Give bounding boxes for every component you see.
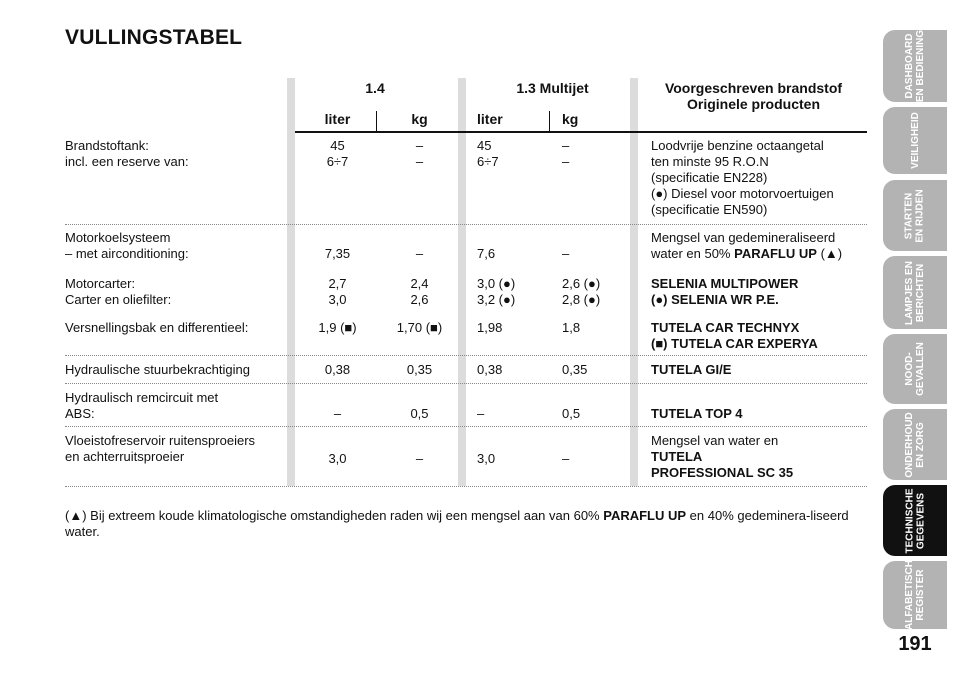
cell-product: TUTELA CAR TECHNYX bbox=[651, 320, 800, 335]
page-title: VULLINGSTABEL bbox=[65, 26, 243, 49]
cell-liter-2: 3,0 (●) bbox=[477, 276, 516, 291]
header-liter-2: liter bbox=[477, 111, 503, 127]
row-label: ABS: bbox=[65, 406, 95, 421]
cell-kg-2: 0,5 bbox=[562, 406, 581, 421]
footnote-text: en 40% gedeminera-liseerd water. bbox=[65, 508, 849, 539]
tab-label: NOOD- GEVALLEN bbox=[904, 342, 926, 396]
cell-liter-1: 3,0 bbox=[328, 292, 347, 307]
header-kg-1: kg bbox=[411, 111, 428, 127]
cell-product: Loodvrije benzine octaangetal bbox=[651, 138, 824, 153]
row-label: Hydraulische stuurbekrachtiging bbox=[65, 362, 250, 377]
product-name: PARAFLU UP bbox=[603, 508, 687, 523]
cell-product: TUTELA GI/E bbox=[651, 362, 732, 377]
product-name: PARAFLU UP bbox=[734, 246, 817, 261]
header-fuel: Voorgeschreven brandstof bbox=[664, 80, 843, 96]
footnote-text: Bij extreem koude klimatologische omstandigheden raden wij een mengsel aan van 60% bbox=[86, 508, 604, 523]
row-label: en achterruitsproeier bbox=[65, 449, 185, 464]
cell-product: TUTELA bbox=[651, 449, 703, 464]
cell-product bbox=[651, 246, 842, 262]
cell-liter-2: 6÷7 bbox=[477, 154, 499, 169]
cell-kg-1: – bbox=[415, 138, 424, 153]
tab-label: ONDERHOUD EN ZORG bbox=[904, 411, 926, 478]
tab-safety[interactable] bbox=[883, 107, 947, 174]
cell-product: (■) TUTELA CAR EXPERYA bbox=[651, 336, 818, 351]
cell-kg-1: – bbox=[415, 451, 424, 466]
cell-kg-1: 1,70 (■) bbox=[396, 320, 443, 335]
cell-liter-1: 6÷7 bbox=[326, 154, 349, 169]
header-divider bbox=[549, 111, 550, 131]
row-label: Versnellingsbak en differentieel: bbox=[65, 320, 249, 335]
cell-product: Mengsel van water en bbox=[651, 433, 779, 448]
page-number: 191 bbox=[898, 633, 932, 655]
cell-kg-2: – bbox=[562, 138, 570, 153]
tab-label: VEILIGHEID bbox=[909, 112, 921, 169]
tab-starting[interactable] bbox=[883, 180, 947, 251]
cell-liter-1: – bbox=[333, 406, 342, 421]
cell-kg-1: – bbox=[415, 246, 424, 261]
row-label: Motorcarter: bbox=[65, 276, 136, 291]
cell-liter-1: 3,0 bbox=[328, 451, 347, 466]
cell-product: TUTELA TOP 4 bbox=[651, 406, 743, 421]
footnote bbox=[65, 508, 870, 540]
cell-product: (●) Diesel voor motorvoertuigen bbox=[651, 186, 834, 201]
cell-kg-1: 2,4 bbox=[410, 276, 429, 291]
cell-kg-2: – bbox=[562, 246, 570, 261]
cell-liter-2: 45 bbox=[477, 138, 492, 153]
column-band-right bbox=[630, 78, 638, 486]
footnote-marker: (▲) bbox=[65, 508, 87, 523]
cell-product: (●) SELENIA WR P.E. bbox=[651, 292, 779, 307]
product-text: water en 50% bbox=[651, 246, 731, 261]
row-divider bbox=[65, 383, 867, 384]
tab-label: LAMPJES EN BERICHTEN bbox=[904, 260, 926, 325]
cell-product: SELENIA MULTIPOWER bbox=[651, 276, 799, 291]
tab-label: STARTEN EN RIJDEN bbox=[903, 188, 926, 243]
tab-index[interactable] bbox=[883, 561, 947, 629]
cell-kg-2: 1,8 bbox=[562, 320, 581, 335]
cell-kg-1: – bbox=[415, 154, 424, 169]
header-kg-2: kg bbox=[562, 111, 579, 127]
row-label: incl. een reserve van: bbox=[65, 154, 189, 169]
row-divider bbox=[65, 355, 867, 356]
tab-lamps[interactable] bbox=[883, 256, 947, 329]
cell-kg-2: 0,35 bbox=[562, 362, 588, 377]
cell-product: (specificatie EN228) bbox=[651, 170, 768, 185]
cell-liter-2: 3,0 bbox=[477, 451, 496, 466]
footnote-marker: (▲) bbox=[820, 246, 843, 261]
row-label: Carter en oliefilter: bbox=[65, 292, 172, 307]
row-divider bbox=[65, 486, 867, 487]
cell-kg-2: 2,8 (●) bbox=[562, 292, 601, 307]
cell-liter-1: 7,35 bbox=[324, 246, 351, 261]
cell-liter-2: 7,6 bbox=[477, 246, 496, 261]
row-label: – met airconditioning: bbox=[65, 246, 189, 261]
cell-liter-2: – bbox=[477, 406, 485, 421]
header-divider bbox=[376, 111, 377, 131]
cell-kg-1: 0,35 bbox=[406, 362, 433, 377]
cell-kg-2: – bbox=[562, 154, 570, 169]
cell-liter-1: 0,38 bbox=[324, 362, 351, 377]
header-engine-multijet: 1.3 Multijet bbox=[516, 80, 589, 96]
cell-product: (specificatie EN590) bbox=[651, 202, 768, 217]
cell-kg-2: 2,6 (●) bbox=[562, 276, 601, 291]
cell-kg-1: 2,6 bbox=[410, 292, 429, 307]
row-label: Motorkoelsysteem bbox=[65, 230, 171, 245]
row-label: Brandstoftank: bbox=[65, 138, 149, 153]
tab-label: DASHBOARD EN BEDIENING bbox=[904, 29, 927, 103]
cell-liter-1: 1,9 (■) bbox=[318, 320, 357, 335]
row-label: Vloeistofreservoir ruitensproeiers bbox=[65, 433, 256, 448]
tab-label: ALFABETISCH REGISTER bbox=[904, 560, 926, 630]
header-engine-1-4: 1.4 bbox=[365, 80, 385, 96]
cell-liter-2: 1,98 bbox=[477, 320, 503, 335]
cell-liter-2: 0,38 bbox=[477, 362, 503, 377]
header-liter-1: liter bbox=[324, 111, 351, 127]
header-products: Originele producten bbox=[686, 96, 820, 112]
cell-product: ten minste 95 R.O.N bbox=[651, 154, 769, 169]
cell-product: PROFESSIONAL SC 35 bbox=[651, 465, 794, 480]
row-divider bbox=[65, 426, 867, 427]
row-divider bbox=[65, 224, 867, 225]
header-rule bbox=[295, 131, 867, 133]
cell-liter-2: 3,2 (●) bbox=[477, 292, 516, 307]
cell-product: Mengsel van gedemineraliseerd bbox=[651, 230, 836, 245]
cell-kg-1: 0,5 bbox=[410, 406, 429, 421]
row-label: Hydraulisch remcircuit met bbox=[65, 390, 219, 405]
cell-kg-2: – bbox=[562, 451, 570, 466]
column-band-middle bbox=[458, 78, 466, 486]
tab-emergencies[interactable] bbox=[883, 334, 947, 404]
tab-technical-data[interactable] bbox=[883, 485, 947, 556]
column-band-left bbox=[287, 78, 295, 486]
tab-dashboard[interactable] bbox=[883, 30, 947, 102]
cell-liter-1: 45 bbox=[330, 138, 345, 153]
tab-maintenance[interactable] bbox=[883, 409, 947, 480]
cell-liter-1: 2,7 bbox=[328, 276, 347, 291]
tab-label: TECHNISCHE GEGEVENS bbox=[904, 487, 927, 554]
